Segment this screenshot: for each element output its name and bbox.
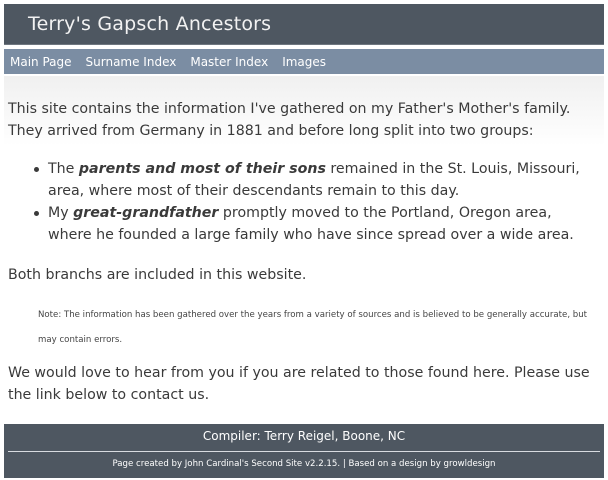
- page-frame: [4, 4, 604, 478]
- main-nav: [4, 49, 604, 74]
- accuracy-note: Note: The information has been gathered over the years from a variety of sources and is believed to be generally accurate, but may contain errors.: [38, 310, 588, 345]
- list-item: [28, 202, 588, 246]
- bullet-text-after: remained in the St. Louis, Missouri, area, where most of their descendants remain to this day.: [48, 161, 580, 199]
- bullet-text-before: My: [48, 205, 74, 221]
- site-credits: Page created by John Cardinal's Second Site v2.2.15. | Based on a design by growldesign: [112, 459, 496, 469]
- bullet-icon: [34, 211, 39, 216]
- bullet-icon: [34, 167, 39, 172]
- bullet-text-before: The: [48, 161, 79, 177]
- main-content: [4, 76, 604, 416]
- site-title: Terry's Gapsch Ancestors: [28, 13, 272, 35]
- nav-images[interactable]: Images: [282, 54, 327, 69]
- bullet-text-after: promptly moved to the Portland, Oregon area, where he founded a large family who have since spread over a wide area.: [48, 205, 574, 243]
- both-branches-text: Both branchs are included in this website.: [8, 267, 307, 283]
- bullet-emphasis: great-grandfather: [73, 205, 219, 221]
- contact-paragraph: We would love to hear from you if you are related to those found here. Please use the link below to contact us.: [8, 365, 590, 403]
- nav-surname-index[interactable]: Surname Index: [85, 54, 177, 69]
- nav-master-index[interactable]: Master Index: [190, 54, 269, 69]
- site-header: [4, 4, 604, 45]
- compiler-credit[interactable]: Compiler: Terry Reigel, Boone, NC: [202, 429, 406, 443]
- nav-main-page[interactable]: Main Page: [10, 54, 72, 69]
- intro-paragraph: This site contains the information I've gathered on my Father's Mother's family. They arrived from Germany in 1881 and before long split into two groups:: [8, 101, 571, 139]
- footer-divider: [8, 451, 600, 452]
- site-footer: [4, 424, 604, 478]
- branch-list: [28, 158, 588, 246]
- list-item: [28, 158, 588, 202]
- bullet-emphasis: parents and most of their sons: [78, 161, 326, 177]
